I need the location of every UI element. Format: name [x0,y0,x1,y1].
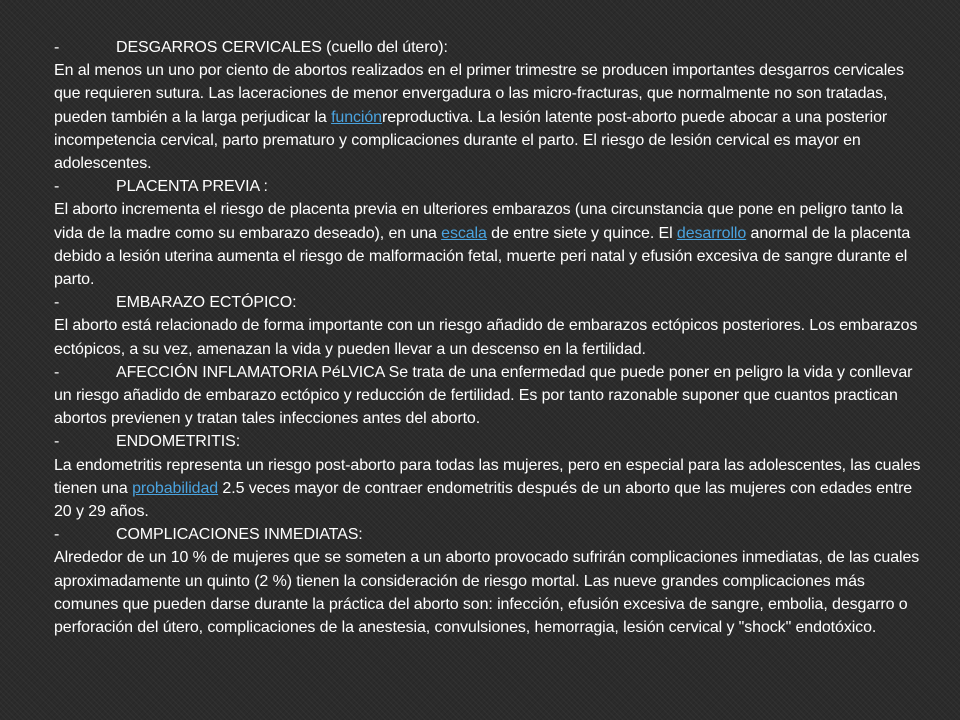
link-funcion[interactable]: función [331,108,382,126]
section-heading-complicaciones [54,523,922,546]
heading-text: COMPLICACIONES INMEDIATAS: [116,526,363,544]
body-text: anormal de la placenta debido a lesión uterina aumenta el riesgo de malformación fetal, muerte peri natal y efusión excesiva de sangre durante el parto. [54,224,911,289]
section-body-endometritis [54,454,922,524]
body-text: El aborto está relacionado de forma importante con un riesgo añadido de embarazos ectópicos posteriores. Los embarazos ectópicos, a su vez, amenazan la vida y pueden llevar a un descenso en la fertilidad. [54,317,918,358]
section-body-placenta-previa [54,198,922,291]
slide-content [54,36,922,639]
link-desarrollo[interactable]: desarrollo [676,224,747,242]
body-text: Alrededor de un 10 % de mujeres que se someten a un aborto provocado sufrirán complicaciones inmediatas, de las cuales aproximadamente un quinto (2 %) tienen la consideración de riesgo mortal. Las nueve grandes complicaciones más comunes que pueden darse durante la práctica del aborto son: infección, efusión excesiva de sangre, embolia, desgarro o perforación del útero, complicaciones de la anestesia, convulsiones, hemorragia, lesión cervical y "shock" endotóxico. [54,549,920,637]
section-heading-embarazo-ectopico [54,291,922,314]
section-body-desgarros [54,59,922,175]
body-text: La endometritis representa un riesgo post-aborto para todas las mujeres, pero en especial para las adolescentes, las cuales tienen una [54,456,921,497]
bullet-dash: - [54,363,60,381]
body-text: En al menos un uno por ciento de abortos realizados en el primer trimestre se producen importantes desgarros cervicales que requieren sutura. Las laceraciones de menor envergadura o las micro-fracturas, que normalmente no son tratadas, pueden también a la larga perjudicar la [54,62,904,126]
body-text: 2.5 veces mayor de contraer endometritis después de un aborto que las mujeres con edades entre 20 y 29 años. [54,479,913,521]
heading-text: ENDOMETRITIS: [116,433,241,451]
body-text: de entre siete y quince. El [486,224,677,242]
section-heading-placenta-previa [54,175,922,198]
link-probabilidad[interactable]: probabilidad [132,479,219,497]
bullet-dash: - [54,178,60,196]
body-text: Se trata de una enfermedad que puede poner en peligro la vida y conllevar un riesgo añadido de embarazo ectópico y reducción de fertilidad. Es por tanto razonable suponer que cuantos practican abortos previenen y tratan tales infecciones antes del aborto. [54,363,913,428]
section-heading-endometritis [54,430,922,453]
bullet-dash: - [54,526,60,544]
section-body-complicaciones [54,546,922,639]
section-afeccion-inflamatoria [54,361,922,431]
heading-text: PLACENTA PREVIA : [116,178,268,196]
bullet-dash: - [54,39,60,56]
body-text: reproductiva. La lesión latente post-aborto puede abocar a una posterior incompetencia cervical, parto prematuro y complicaciones durante el parto. El riesgo de lesión cervical es mayor en adolescentes. [54,108,888,173]
heading-text: AFECCIÓN INFLAMATORIA PéLVICA [116,363,385,381]
bullet-dash: - [54,433,60,451]
section-body-embarazo-ectopico [54,314,922,360]
bullet-dash: - [54,294,60,312]
section-heading-desgarros [54,36,922,59]
body-text: El aborto incrementa el riesgo de placenta previa en ulteriores embarazos (una circunstancia que pone en peligro tanto la vida de la madre como su embarazo deseado), en una [54,201,903,242]
heading-text: DESGARROS CERVICALES (cuello del útero): [116,39,448,56]
link-escala[interactable]: escala [441,224,487,242]
heading-text: EMBARAZO ECTÓPICO: [116,294,297,312]
